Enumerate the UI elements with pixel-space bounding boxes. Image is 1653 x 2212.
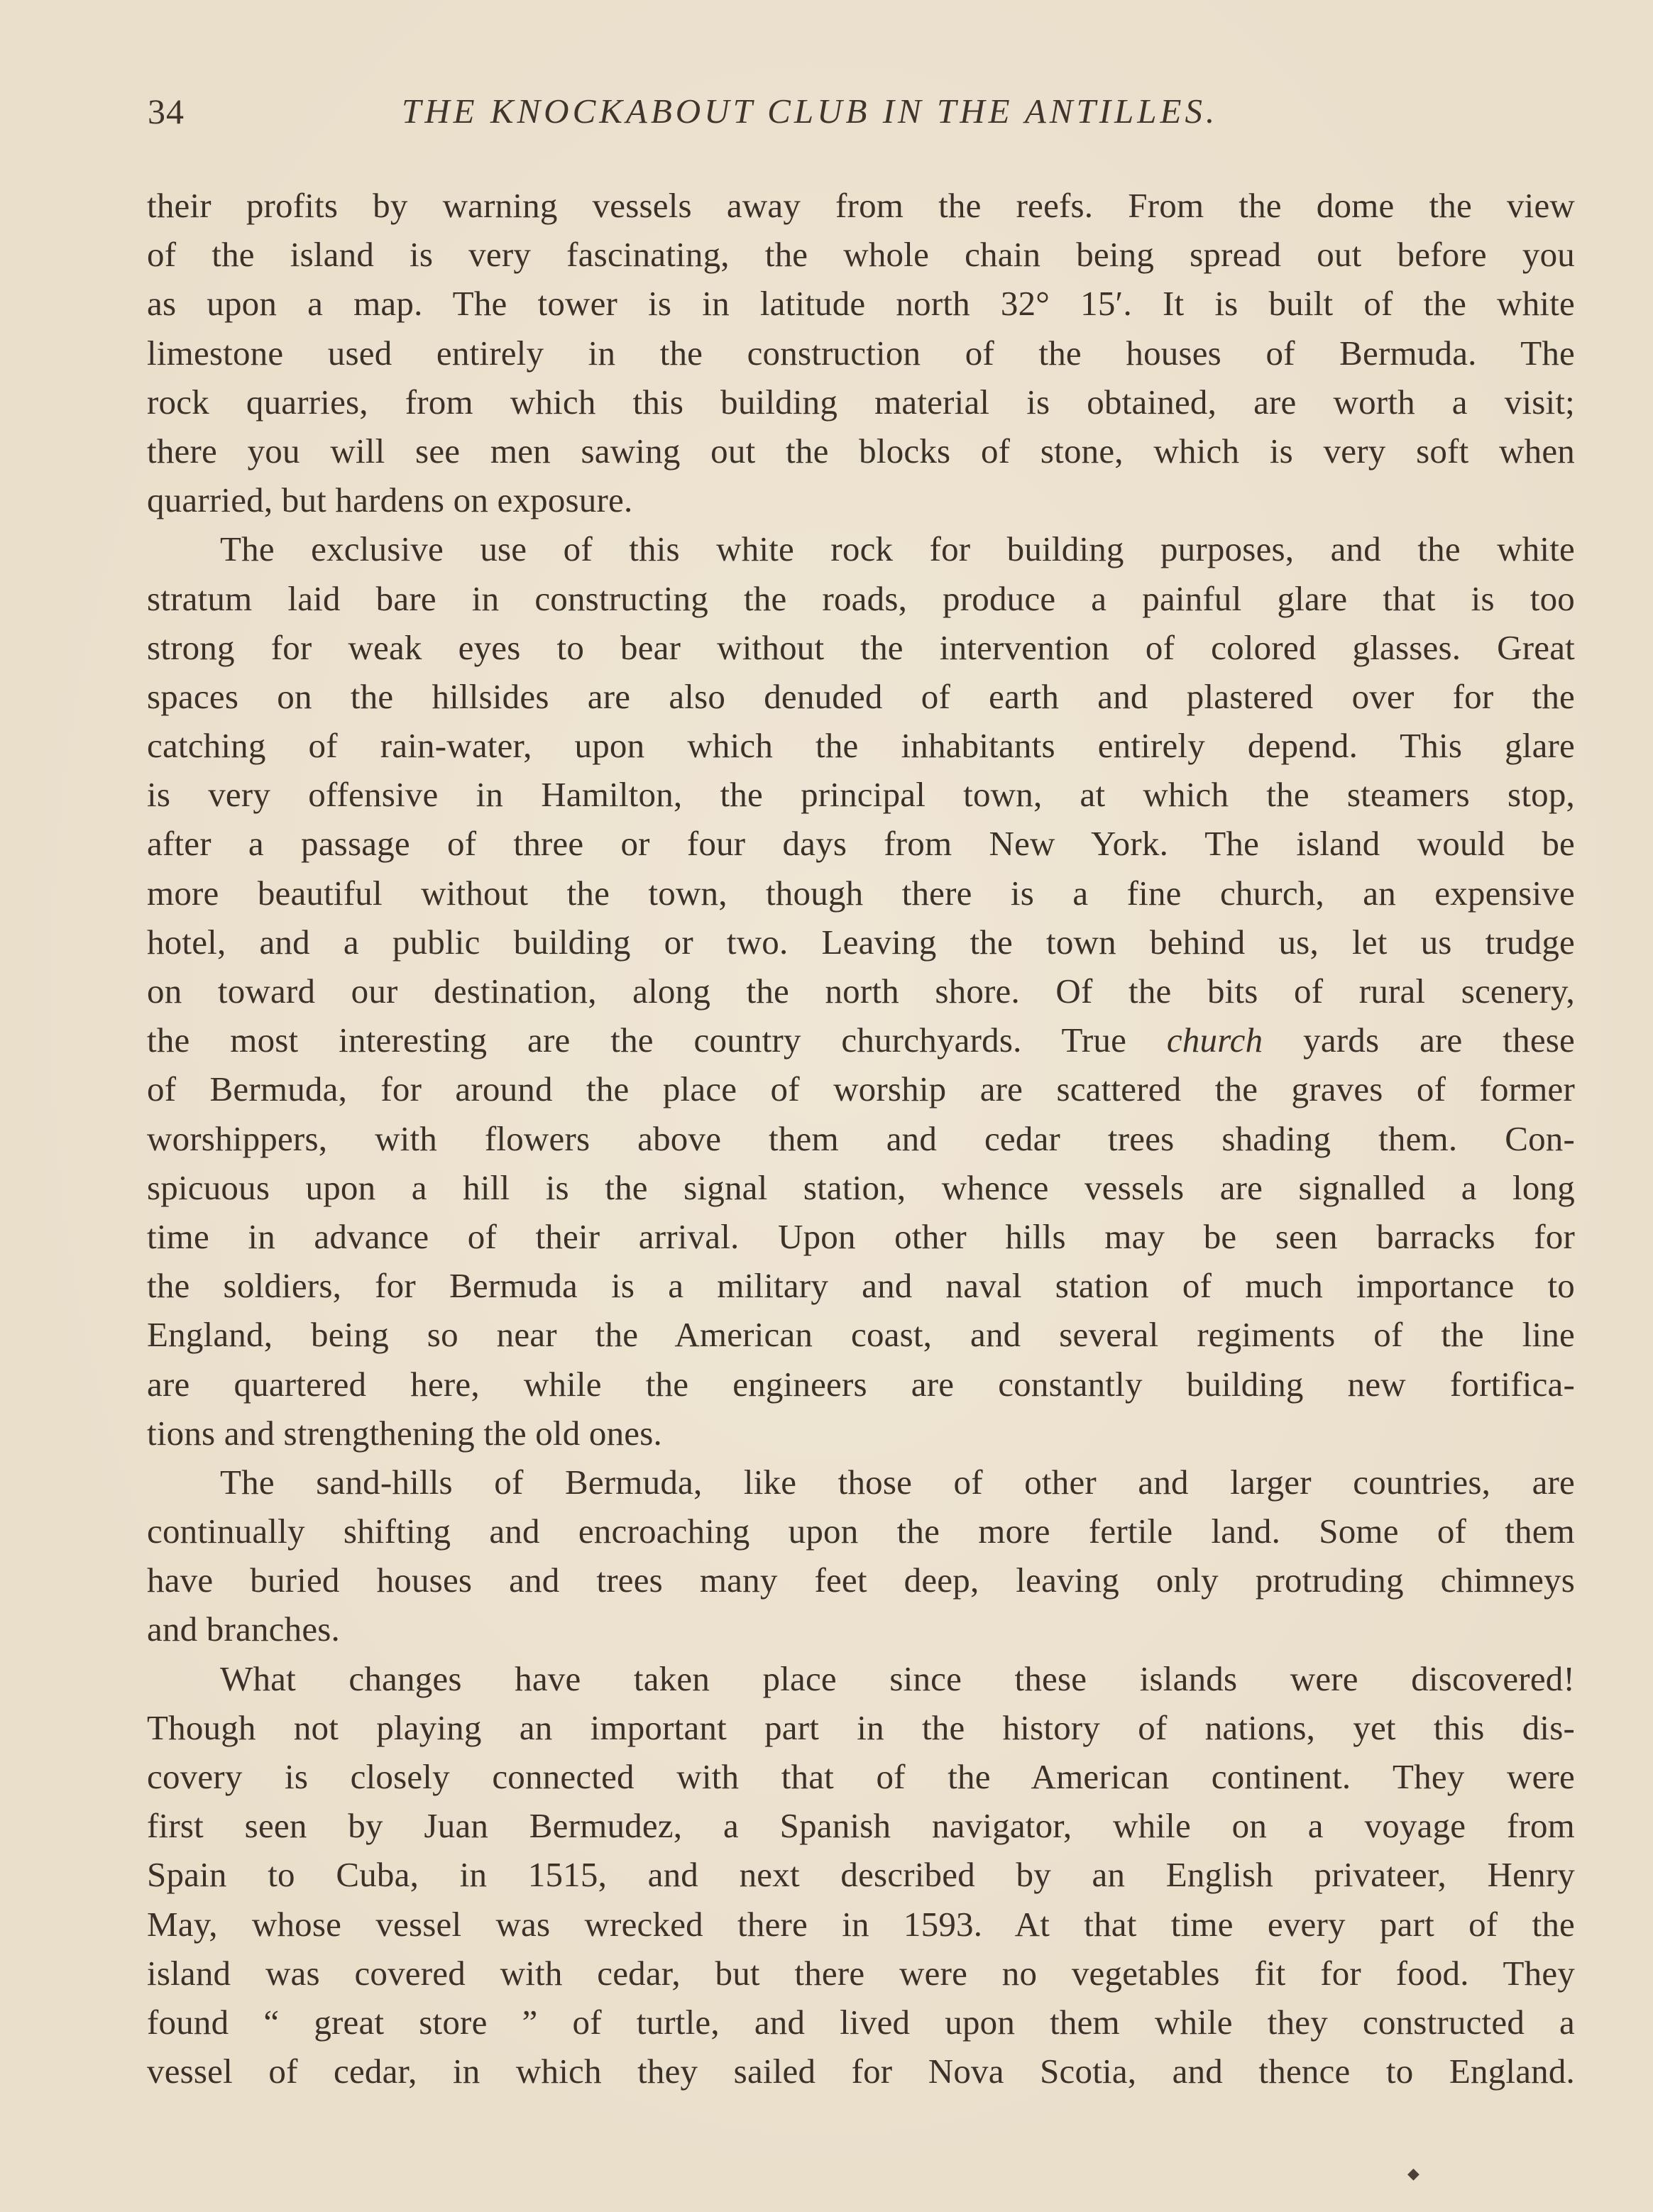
text-line: after a passage of three or four days from New York. The island would be: [147, 824, 1575, 864]
text-line: limestone used entirely in the construction of the houses of Bermuda. The: [147, 333, 1575, 373]
text-line: first seen by Juan Bermudez, a Spanish navigator, while on a voyage from: [147, 1806, 1575, 1846]
text-line: tions and strengthening the old ones.: [147, 1413, 662, 1453]
text-line: Spain to Cuba, in 1515, and next described by an English privateer, Henry: [147, 1855, 1575, 1895]
text-line: Though not playing an important part in the history of nations, yet this dis-: [147, 1707, 1575, 1747]
text-line: as upon a map. The tower is in latitude north 32° 15′. It is built of the white: [147, 284, 1575, 324]
text-line: quarried, but hardens on exposure.: [147, 480, 633, 520]
text-line: have buried houses and trees many feet deep, leaving only protruding chimneys: [147, 1561, 1575, 1600]
text-line: [147, 1016, 1575, 1064]
text-line: and branches.: [147, 1610, 340, 1649]
text-line: The exclusive use of this white rock for building purposes, and the white: [220, 529, 1575, 569]
text-segment: the most interesting are the country churchyards. True: [147, 1020, 1167, 1060]
text-line: of Bermuda, for around the place of worship are scattered the graves of former: [147, 1069, 1575, 1109]
printer-mark: ◆: [1407, 2164, 1419, 2182]
text-line: of the island is very fascinating, the whole chain being spread out before you: [147, 235, 1575, 275]
text-line: is very offensive in Hamilton, the principal town, at which the steamers stop,: [147, 775, 1575, 815]
text-line: England, being so near the American coast, and several regiments of the line: [147, 1315, 1575, 1355]
text-line: May, whose vessel was wrecked there in 1593. At that time every part of the: [147, 1904, 1575, 1944]
text-segment: yards are these: [1263, 1020, 1575, 1060]
text-line: the soldiers, for Bermuda is a military and naval station of much importance to: [147, 1266, 1575, 1306]
text-line: catching of rain-water, upon which the inhabitants entirely depend. This glare: [147, 726, 1575, 766]
text-line: spicuous upon a hill is the signal station, whence vessels are signalled a long: [147, 1167, 1575, 1207]
text-line: spaces on the hillsides are also denuded of earth and plastered over for the: [147, 676, 1575, 716]
text-line: The sand-hills of Bermuda, like those of other and larger countries, are: [220, 1462, 1575, 1502]
text-line: stratum laid bare in constructing the roads, produce a painful glare that is too: [147, 578, 1575, 618]
text-line: What changes have taken place since these islands were discovered!: [220, 1658, 1575, 1698]
text-line: are quartered here, while the engineers are constantly building new fortifica-: [147, 1364, 1575, 1404]
text-line: worshippers, with flowers above them and cedar trees shading them. Con-: [147, 1118, 1575, 1158]
body-text: [147, 181, 1575, 2096]
text-line: found “ great store ” of turtle, and lived upon them while they constructed a: [147, 2002, 1575, 2042]
running-title: THE KNOCKABOUT CLUB IN THE ANTILLES.: [402, 92, 1219, 131]
text-line: more beautiful without the town, though there is a fine church, an expensive: [147, 873, 1575, 913]
text-line: there you will see men sawing out the blocks of stone, which is very soft when: [147, 431, 1575, 471]
text-line: hotel, and a public building or two. Leaving the town behind us, let us trudge: [147, 922, 1575, 962]
text-line: covery is closely connected with that of the American continent. They were: [147, 1757, 1575, 1796]
text-line: vessel of cedar, in which they sailed for Nova Scotia, and thence to England.: [147, 2052, 1575, 2091]
text-line: on toward our destination, along the north shore. Of the bits of rural scenery,: [147, 972, 1575, 1011]
text-line: their profits by warning vessels away from the reefs. From the dome the view: [147, 186, 1575, 225]
text-line: time in advance of their arrival. Upon other hills may be seen barracks for: [147, 1216, 1575, 1256]
italic-word: church: [1166, 1020, 1263, 1060]
running-head: [148, 91, 1574, 155]
text-line: island was covered with cedar, but there were no vegetables fit for food. They: [147, 1953, 1575, 1993]
text-line: rock quarries, from which this building material is obtained, are worth a visit;: [147, 382, 1575, 422]
page-number: 34: [148, 92, 185, 131]
text-line: continually shifting and encroaching upon the more fertile land. Some of them: [147, 1512, 1575, 1551]
text-line: strong for weak eyes to bear without the intervention of colored glasses. Great: [147, 627, 1575, 667]
